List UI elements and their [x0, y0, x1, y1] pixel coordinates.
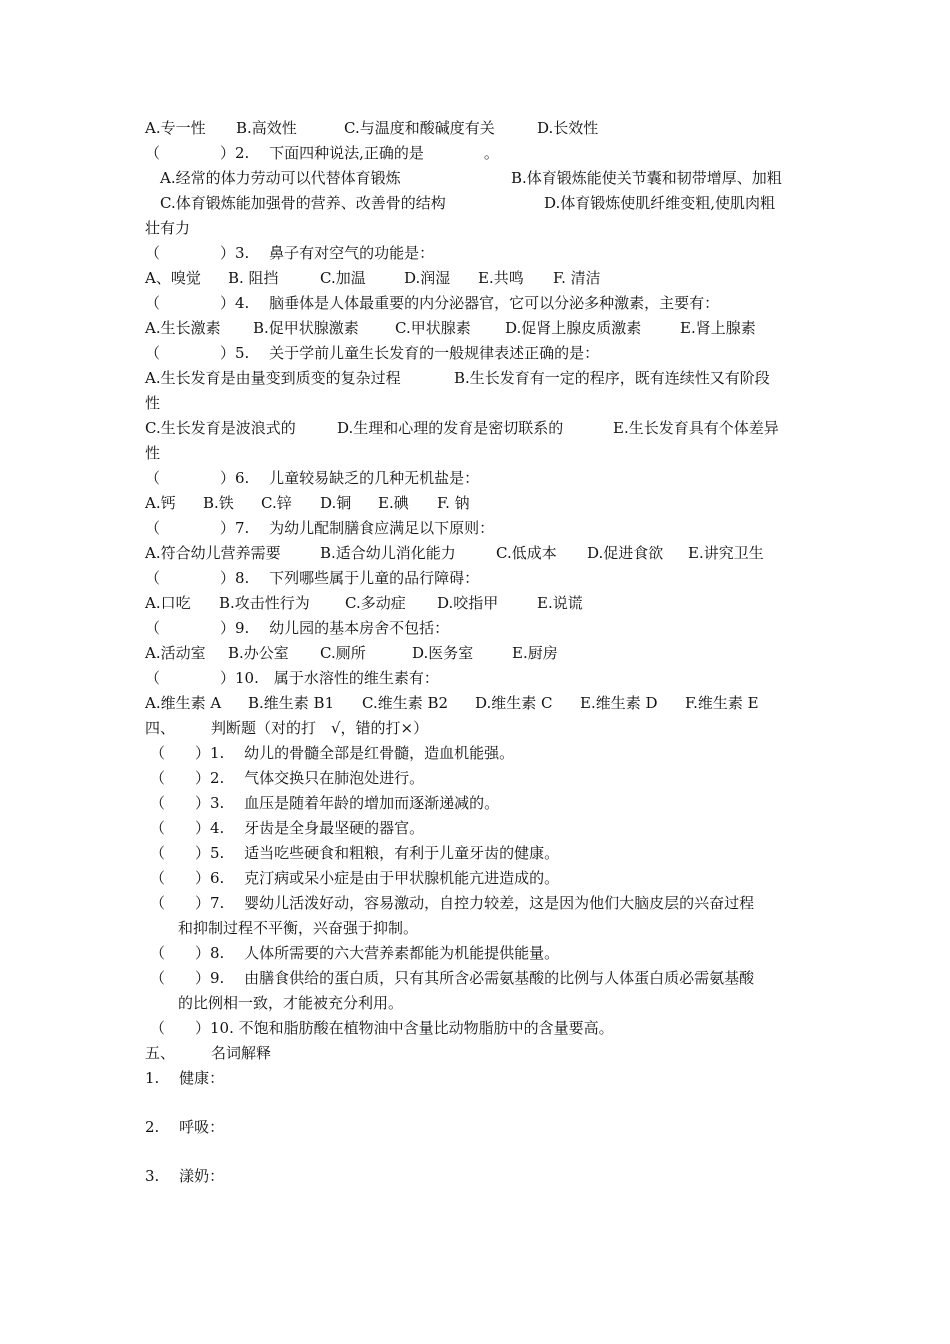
judgement-item [0, 768, 950, 788]
question-options [0, 693, 950, 713]
text-continuation [0, 993, 950, 1013]
term-item [0, 1068, 950, 1088]
section-heading [0, 1043, 950, 1063]
question-options [0, 193, 950, 213]
judgement-item-text: （ ）10. 不饱和脂肪酸在植物油中含量比动物脂肪中的含量要高。 [150, 1019, 614, 1037]
question-8-stem: （ ）8. 下列哪些属于儿童的品行障碍： [145, 569, 480, 587]
term-item [0, 1166, 950, 1186]
judgement-item [0, 968, 950, 988]
judgement-item-text: （ ）1. 幼儿的骨髓全部是红骨髓，造血机能强。 [150, 744, 515, 762]
option-a: A.经常的体力劳动可以代替体育锻炼 [160, 169, 401, 187]
option-b: B.生长发育有一定的程序，既有连续性又有阶段 [454, 369, 770, 387]
section-4-title: 判断题（对的打 √，错的打×） [211, 719, 429, 737]
term-item-text: 3. 漾奶： [145, 1167, 225, 1185]
option-c: C.厕所 [320, 644, 366, 662]
option-b-continued: 性 [145, 394, 161, 412]
question-stem [0, 293, 950, 313]
option-e: E.维生素 D [580, 694, 658, 712]
question-stem [0, 568, 950, 588]
judgement-item [0, 793, 950, 813]
judgement-item [0, 818, 950, 838]
option-b: B.适合幼儿消化能力 [320, 544, 456, 562]
option-a: A.钙 [145, 494, 176, 512]
option-b: B. 阻挡 [228, 269, 279, 287]
option-d: D.长效性 [537, 119, 599, 137]
section-4-number: 四、 [145, 719, 176, 737]
judgement-item [0, 843, 950, 863]
option-b: B.促甲状腺激素 [253, 319, 359, 337]
question-2-stem: （ ）2. 下面四种说法,正确的是 。 [145, 144, 499, 162]
term-item [0, 1117, 950, 1137]
option-d: D.咬指甲 [437, 594, 499, 612]
option-e: E.说谎 [537, 594, 583, 612]
option-d: D.润湿 [404, 269, 451, 287]
option-a: A.维生素 A [145, 694, 222, 712]
question-options [0, 593, 950, 613]
option-a: A、嗅觉 [145, 269, 201, 287]
option-e: E.肾上腺素 [680, 319, 756, 337]
option-a: A.专一性 [145, 119, 206, 137]
text-continuation [0, 443, 950, 463]
question-stem [0, 518, 950, 538]
term-item-text: 1. 健康： [145, 1069, 225, 1087]
option-d: D.促肾上腺皮质激素 [505, 319, 642, 337]
question-10-stem: （ ）10. 属于水溶性的维生素有： [145, 669, 439, 687]
option-b: B.攻击性行为 [219, 594, 310, 612]
section-5-title: 名词解释 [211, 1044, 272, 1062]
option-c: C.甲状腺素 [395, 319, 471, 337]
option-b: B.体育锻炼能使关节囊和韧带增厚、加粗 [511, 169, 782, 187]
option-f: F. 钠 [437, 494, 470, 512]
judgement-item-text: （ ）3. 血压是随着年龄的增加而逐渐递减的。 [150, 794, 500, 812]
option-d: D.医务室 [412, 644, 474, 662]
text-continuation [0, 918, 950, 938]
question-options [0, 118, 950, 138]
option-e: E.讲究卫生 [688, 544, 764, 562]
question-stem [0, 243, 950, 263]
question-options [0, 493, 950, 513]
option-d: D.生理和心理的发育是密切联系的 [337, 419, 564, 437]
option-a: A.生长发育是由量变到质变的复杂过程 [145, 369, 401, 387]
question-options [0, 543, 950, 563]
judgement-item [0, 893, 950, 913]
question-options [0, 268, 950, 288]
option-a: A.口吃 [145, 594, 191, 612]
option-c: C.低成本 [496, 544, 557, 562]
option-a: A.生长激素 [145, 319, 221, 337]
question-options [0, 318, 950, 338]
judgement-item-text: （ ）4. 牙齿是全身最坚硬的器官。 [150, 819, 425, 837]
text-continuation [0, 393, 950, 413]
judgement-item-text: （ ）8. 人体所需要的六大营养素都能为机能提供能量。 [150, 944, 560, 962]
option-d: D.维生素 C [475, 694, 553, 712]
judgement-item-text: （ ）7. 婴幼儿活泼好动，容易激动，自控力较差，这是因为他们大脑皮层的兴奋过程 [150, 894, 755, 912]
option-b: B.办公室 [228, 644, 289, 662]
judgement-item [0, 1018, 950, 1038]
option-e-continued: 性 [145, 444, 161, 462]
judgement-item-text: （ ）9. 由膳食供给的蛋白质，只有其所含必需氨基酸的比例与人体蛋白质必需氨基酸 [150, 969, 755, 987]
option-c: C.体育锻炼能加强骨的营养、改善骨的结构 [160, 194, 446, 212]
section-5-number: 五、 [145, 1044, 176, 1062]
term-item-text: 2. 呼吸： [145, 1118, 225, 1136]
option-e: E.生长发育具有个体差异 [613, 419, 779, 437]
option-c: C.锌 [261, 494, 292, 512]
option-c: C.生长发育是波浪式的 [145, 419, 296, 437]
option-a: A.符合幼儿营养需要 [145, 544, 281, 562]
option-a: A.活动室 [145, 644, 206, 662]
judgement-item-text: （ ）6. 克汀病或呆小症是由于甲状腺机能亢进造成的。 [150, 869, 560, 887]
option-e: E.厨房 [512, 644, 558, 662]
option-c: C.多动症 [345, 594, 406, 612]
question-4-stem: （ ）4. 脑垂体是人体最重要的内分泌器官，它可以分泌多种激素，主要有： [145, 294, 720, 312]
judgement-item [0, 868, 950, 888]
judgement-item-text: （ ）2. 气体交换只在肺泡处进行。 [150, 769, 425, 787]
option-d-continued: 壮有力 [145, 219, 191, 237]
question-stem [0, 143, 950, 163]
question-options [0, 418, 950, 438]
option-d: D.促进食欲 [587, 544, 664, 562]
question-stem [0, 668, 950, 688]
question-stem [0, 468, 950, 488]
judgement-item-text: （ ）5. 适当吃些硬食和粗粮，有利于儿童牙齿的健康。 [150, 844, 560, 862]
question-7-stem: （ ）7. 为幼儿配制膳食应满足以下原则： [145, 519, 495, 537]
question-options [0, 168, 950, 188]
option-b: B.铁 [203, 494, 234, 512]
question-options [0, 368, 950, 388]
question-5-stem: （ ）5. 关于学前儿童生长发育的一般规律表述正确的是： [145, 344, 600, 362]
section-heading [0, 718, 950, 738]
question-6-stem: （ ）6. 儿童较易缺乏的几种无机盐是： [145, 469, 480, 487]
judgement-item-text: 和抑制过程不平衡，兴奋强于抑制。 [178, 919, 419, 937]
option-d: D.体育锻炼使肌纤维变粗,使肌肉粗 [544, 194, 776, 212]
option-c: C.加温 [320, 269, 366, 287]
option-b: B.高效性 [236, 119, 297, 137]
option-c: C.与温度和酸碱度有关 [344, 119, 495, 137]
option-f: F.维生素 E [685, 694, 759, 712]
judgement-item [0, 943, 950, 963]
option-c: C.维生素 B2 [362, 694, 449, 712]
question-3-stem: （ ）3. 鼻子有对空气的功能是： [145, 244, 435, 262]
option-b: B.维生素 B1 [248, 694, 335, 712]
option-e: E.共鸣 [478, 269, 524, 287]
option-d: D.铜 [320, 494, 352, 512]
judgement-item-text: 的比例相一致，才能被充分利用。 [178, 994, 404, 1012]
option-f: F. 清洁 [553, 269, 601, 287]
question-9-stem: （ ）9. 幼儿园的基本房舍不包括： [145, 619, 450, 637]
question-stem [0, 618, 950, 638]
judgement-item [0, 743, 950, 763]
text-continuation [0, 218, 950, 238]
option-e: E.碘 [378, 494, 409, 512]
question-options [0, 643, 950, 663]
question-stem [0, 343, 950, 363]
